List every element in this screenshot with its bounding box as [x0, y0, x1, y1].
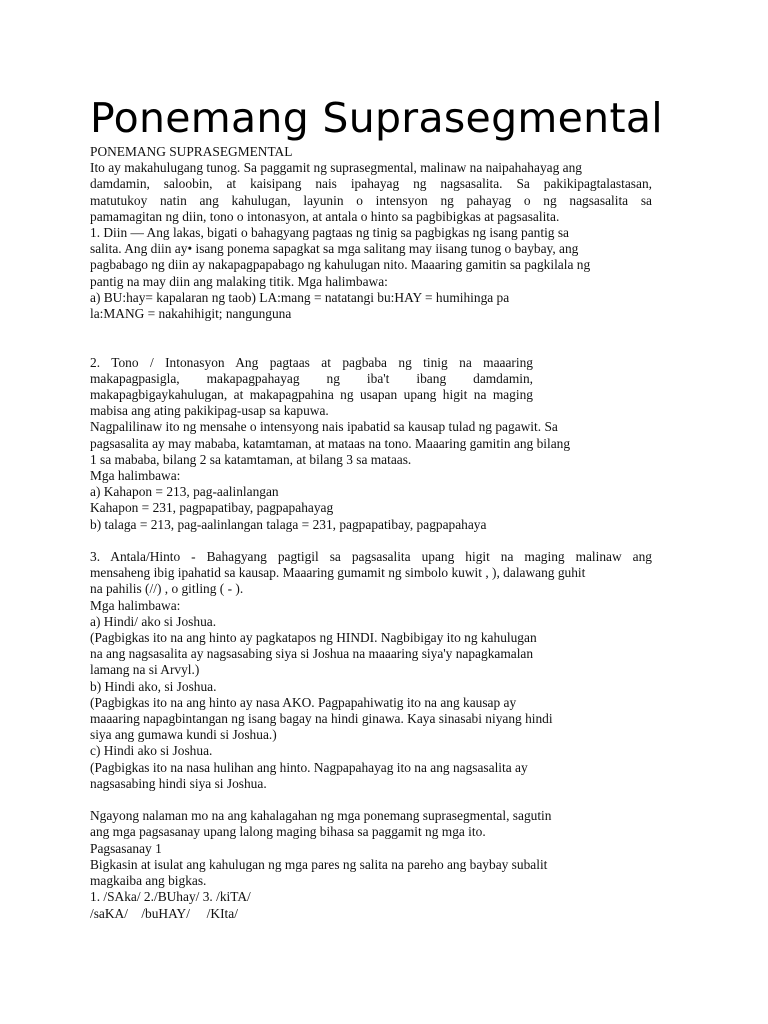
text-line: 3. Antala/Hinto - Bahagyang pagtigil sa pagsasalita upang higit na maging malinaw ang [90, 549, 652, 565]
text-line: mensaheng ibig ipahatid sa kausap. Maaaring gumamit ng simbolo kuwit , ), dalawang guhit [90, 565, 586, 581]
text-line: pagsasalita ay may mababa, katamtaman, at mataas na tono. Maaaring gamitin ang bilang [90, 435, 571, 451]
text-line: pantig na may diin ang malaking titik. Mga halimbawa: [90, 273, 388, 289]
text-line: 2. Tono / Intonasyon Ang pagtaas at pagbaba ng tinig na maaaring [90, 354, 533, 370]
text-line: Mga halimbawa: [90, 597, 181, 613]
text-line: b) Hindi ako, si Joshua. [90, 678, 217, 694]
text-line: b) talaga = 213, pag-aalinlangan talaga = 231, pagpapatibay, pagpapahaya [90, 516, 487, 532]
text-line: Pagsasanay 1 [90, 840, 162, 856]
paragraph-gap [90, 792, 652, 808]
text-line: 1. Diin — Ang lakas, bigati o bahagyang pagtaas ng tinig sa pagbigkas ng isang pantig sa [90, 225, 570, 241]
text-line: c) Hindi ako si Joshua. [90, 743, 213, 759]
section-heading: PONEMANG SUPRASEGMENTAL [90, 144, 293, 159]
text-line: (Pagbigkas ito na nasa hulihan ang hinto. Nagpapahayag ito na ang nagsasalita ay [90, 759, 528, 775]
text-line: ang mga pagsasanay upang lalong maging bihasa sa paggamit ng mga ito. [90, 824, 486, 840]
text-line: /saKA/ /buHAY/ /KIta/ [90, 905, 238, 921]
text-line: la:MANG = nakahihigit; nangunguna [90, 306, 292, 322]
text-line: Bigkasin at isulat ang kahulugan ng mga pares ng salita na pareho ang baybay subalit [90, 856, 548, 872]
text-line: matutukoy natin ang kahulugan, layunin o intensyon ng pahayag o ng nagsasalita sa [90, 192, 652, 208]
text-line: pagbabago ng diin ay nakapagpapabago ng kahulugan nito. Maaaring gamitin sa pagkilala ng [90, 257, 591, 273]
document-title: Ponemang Suprasegmental [90, 94, 663, 142]
document-page [90, 92, 663, 922]
text-line: makapagpasigla, makapagpahayag ng iba't ibang damdamin, [90, 370, 533, 386]
text-line: nagsasabing hindi siya si Joshua. [90, 775, 267, 791]
text-line: Ito ay makahulugang tunog. Sa paggamit ng suprasegmental, malinaw na naipahahayag ang [90, 160, 582, 176]
text-line: makapagbigaykahulugan, at makapagpahina ng usapan upang higit na maging [90, 387, 533, 403]
text-line: na pahilis (//) , o gitling ( - ). [90, 581, 244, 597]
text-line: Kahapon = 231, pagpapatibay, pagpapahayag [90, 500, 334, 516]
text-line: (Pagbigkas ito na ang hinto ay pagkatapos ng HINDI. Nagbibigay ito ng kahulugan [90, 630, 537, 646]
text-line: Mga halimbawa: [90, 468, 181, 484]
text-line: a) Kahapon = 213, pag-aalinlangan [90, 484, 279, 500]
text-line: Nagpalilinaw ito ng mensahe o intensyong nais ipabatid sa kausap tulad ng pagawit. Sa [90, 419, 558, 435]
paragraph-gap [90, 322, 652, 354]
text-line: magkaiba ang bigkas. [90, 873, 207, 889]
document-body [90, 144, 652, 922]
text-line: Ngayong nalaman mo na ang kahalagahan ng mga ponemang suprasegmental, sagutin [90, 808, 552, 824]
text-line: maaaring napagbintangan ng isang bagay na hindi ginawa. Kaya sinasabi niyang hindi [90, 711, 553, 727]
text-line: 1. /SAka/ 2./BUhay/ 3. /kiTA/ [90, 889, 251, 905]
text-line: na ang nagsasalita ay nagsasabing siya si Joshua na maaaring siya'y napagkamalan [90, 646, 534, 662]
text-line: a) Hindi/ ako si Joshua. [90, 613, 217, 629]
text-line: lamang na si Arvyl.) [90, 662, 200, 678]
text-line: a) BU:hay= kapalaran ng taob) LA:mang = natatangi bu:HAY = humihinga pa [90, 289, 510, 305]
text-line: salita. Ang diin ay• isang ponema sapagkat sa mga salitang may iisang tunog o baybay, ang [90, 241, 579, 257]
text-line: damdamin, saloobin, at kaisipang nais ipahayag ng nagsasalita. Sa pakikipagtalastasan, [90, 176, 652, 192]
text-line: (Pagbigkas ito na ang hinto ay nasa AKO. Pagpapahiwatig ito na ang kausap ay [90, 694, 517, 710]
text-line: pamamagitan ng diin, tono o intonasyon, at antala o hinto sa pagbibigkas at pagsasalita. [90, 208, 560, 224]
text-line: 1 sa mababa, bilang 2 sa katamtaman, at bilang 3 sa mataas. [90, 451, 412, 467]
text-line: siya ang gumawa kundi si Joshua.) [90, 727, 277, 743]
text-line: mabisa ang ating pakikipag-usap sa kapuwa. [90, 403, 329, 419]
paragraph-gap [90, 533, 652, 549]
